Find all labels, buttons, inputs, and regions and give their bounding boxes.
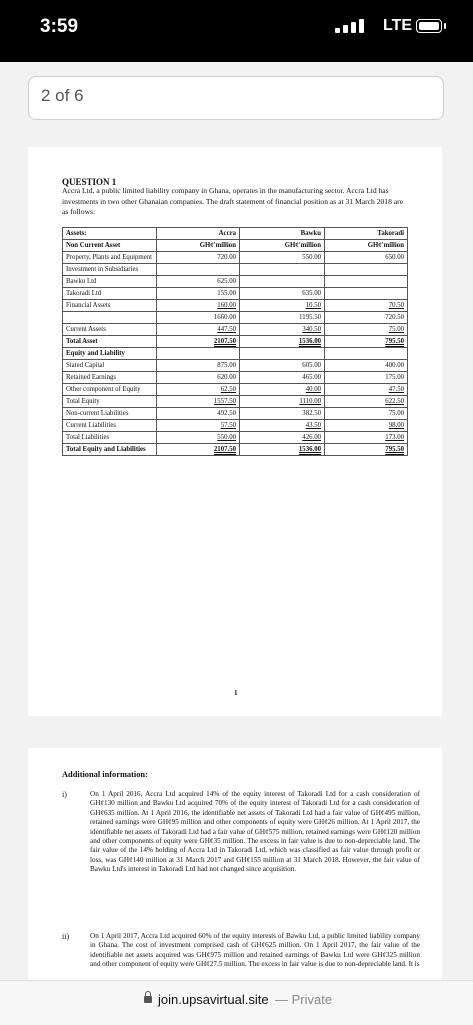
table-cell — [325, 264, 408, 276]
table-cell: GH¢'million — [157, 240, 240, 252]
table-cell: 173.00 — [325, 432, 408, 444]
table-cell — [240, 348, 325, 360]
row-label: Non-current Liabilities — [63, 408, 157, 420]
table-cell — [240, 276, 325, 288]
table-cell: 160.00 — [157, 300, 240, 312]
table-cell — [325, 288, 408, 300]
browser-url-bar[interactable] — [0, 980, 473, 1025]
table-cell: 635.00 — [240, 288, 325, 300]
table-row — [63, 444, 408, 456]
table-cell: 175.00 — [325, 372, 408, 384]
table-cell: 550.00 — [240, 252, 325, 264]
table-cell — [325, 348, 408, 360]
row-label: Takoradi Ltd — [63, 288, 157, 300]
table-row — [63, 312, 408, 324]
table-cell: 10.50 — [240, 300, 325, 312]
row-label: Financial Assets — [63, 300, 157, 312]
table-cell: 62.50 — [157, 384, 240, 396]
status-bar — [0, 0, 473, 62]
table-cell: 620.00 — [157, 372, 240, 384]
row-label: Bawku Ltd — [63, 276, 157, 288]
row-label: Other component of Equity — [63, 384, 157, 396]
row-label: Non Current Asset — [63, 240, 157, 252]
table-cell: 47.50 — [325, 384, 408, 396]
table-cell: 1195.50 — [240, 312, 325, 324]
table-cell — [240, 264, 325, 276]
table-row — [63, 300, 408, 312]
table-row — [63, 360, 408, 372]
table-cell: 1536.00 — [240, 336, 325, 348]
table-cell: 75.00 — [325, 324, 408, 336]
row-label: Property, Plants and Equipment — [63, 252, 157, 264]
table-cell: 426.00 — [240, 432, 325, 444]
table-cell: 400.00 — [325, 360, 408, 372]
table-cell: 622.50 — [325, 396, 408, 408]
table-cell: GH¢'million — [325, 240, 408, 252]
header-cell: Bawku — [240, 228, 325, 240]
table-cell — [157, 348, 240, 360]
table-cell: 1110.00 — [240, 396, 325, 408]
network-label: LTE — [383, 17, 413, 34]
page-indicator-text: 2 of 6 — [41, 86, 84, 105]
table-cell: 98.00 — [325, 420, 408, 432]
item-text: On 1 April 2017, Accra Ltd acquired 60% of the equity interests of Bawku Ltd, a public limited liability company in Ghana. The cost of investment comprised cash of GH¢625 million. On 1 April 2017, the fair value of the identifiable net assets acquired was GH¢975 million and retained earnings of Bawku Ltd were GH¢325 million and other component of equity were GH¢27.5 million. The excess in fair value is due to non-depreciable land. It is — [90, 932, 420, 969]
financial-statement-table — [62, 227, 408, 456]
battery-icon — [416, 19, 442, 33]
table-row — [63, 384, 408, 396]
table-row — [63, 396, 408, 408]
table-cell: 75.00 — [325, 408, 408, 420]
table-cell: 2107.50 — [157, 444, 240, 456]
row-label: Equity and Liability — [63, 348, 157, 360]
table-row — [63, 288, 408, 300]
table-cell: 875.00 — [157, 360, 240, 372]
table-cell: 155.00 — [157, 288, 240, 300]
table-cell: 70.50 — [325, 300, 408, 312]
table-cell: 492.50 — [157, 408, 240, 420]
table-cell: 720.00 — [157, 252, 240, 264]
row-label — [63, 312, 157, 324]
private-mode-label: — Private — [275, 992, 333, 1007]
header-cell: Takoradi — [325, 228, 408, 240]
lock-icon — [144, 996, 152, 1003]
table-cell: 650.00 — [325, 252, 408, 264]
table-cell: 40.00 — [240, 384, 325, 396]
table-cell: 43.50 — [240, 420, 325, 432]
table-cell: 340.50 — [240, 324, 325, 336]
table-row — [63, 252, 408, 264]
signal-icon — [335, 19, 379, 33]
table-cell: 1557.50 — [157, 396, 240, 408]
document-page-2[interactable] — [28, 748, 442, 980]
question-title: QUESTION 1 — [62, 177, 117, 187]
table-row — [63, 264, 408, 276]
table-cell — [325, 276, 408, 288]
table-row — [63, 348, 408, 360]
table-cell: 465.00 — [240, 372, 325, 384]
table-cell: 795.50 — [325, 444, 408, 456]
page-number: 1 — [234, 689, 238, 697]
table-row — [63, 420, 408, 432]
row-label: Total Liabilities — [63, 432, 157, 444]
table-cell: 795.50 — [325, 336, 408, 348]
table-row — [63, 432, 408, 444]
row-label: Investment in Subsidiaries — [63, 264, 157, 276]
row-label: Total Equity and Liabilities — [63, 444, 157, 456]
table-cell: 447.50 — [157, 324, 240, 336]
table-cell: 720.50 — [325, 312, 408, 324]
header-cell: Accra — [157, 228, 240, 240]
item-marker: i) — [62, 790, 67, 799]
row-label: Total Equity — [63, 396, 157, 408]
row-label: Total Asset — [63, 336, 157, 348]
table-row — [63, 324, 408, 336]
table-row — [63, 408, 408, 420]
table-header-row — [63, 228, 408, 240]
table-cell: 625.00 — [157, 276, 240, 288]
item-text: On 1 April 2016, Accra Ltd acquired 14% of the equity interest of Takoradi Ltd for a cash consideration of GH¢130 million and Bawku Ltd acquired 70% of the equity interest of Takoradi Ltd for a cash consideration of GH¢635 million. At 1 April 2016, the identifiable net assets of Takoradi Ltd had a fair value of GH¢495 million, retained earnings were GH¢95 million and other components of equity were GH¢26 million. At 1 April 2017, the identifiable net assets of Takoradi Ltd had a fair value of GH¢575 million, retained earnings were GH¢120 million and other components of equity were GH¢35 million. The excess in fair value is due to non-depreciable land. The fair value of the 14% holding of Accra Ltd in Takoradi Ltd, which was classified as fair value through profit or loss, was GH¢140 million at 31 March 2017 and GH¢155 million at 31 March 2018. However, the fair value of Bawku Ltd's interest in Takoradi Ltd had not changed since acquisition. — [90, 790, 420, 874]
table-cell: 57.50 — [157, 420, 240, 432]
page-indicator — [28, 76, 444, 120]
header-cell: Assets: — [63, 228, 157, 240]
table-cell: 1660.00 — [157, 312, 240, 324]
additional-info-title: Additional information: — [62, 770, 148, 779]
document-page-1[interactable] — [28, 147, 442, 716]
question-intro: Accra Ltd, a public limited liability company in Ghana, operates in the manufacturing sector. Accra Ltd has investments in two other Ghanaian companies. The draft statement of financial position as at 31 March 2018 are as follows: — [62, 186, 404, 216]
item-marker: ii) — [62, 932, 70, 941]
row-label: Stated Capital — [63, 360, 157, 372]
table-cell: 2107.50 — [157, 336, 240, 348]
status-time: 3:59 — [40, 16, 79, 37]
table-cell: 605.00 — [240, 360, 325, 372]
table-row — [63, 372, 408, 384]
table-cell: 550.00 — [157, 432, 240, 444]
row-label: Current Assets — [63, 324, 157, 336]
table-cell: 382.50 — [240, 408, 325, 420]
table-cell: GH¢'million — [240, 240, 325, 252]
table-row — [63, 336, 408, 348]
row-label: Retained Earnings — [63, 372, 157, 384]
url-domain[interactable]: join.upsavirtual.site — [158, 992, 269, 1007]
table-row — [63, 240, 408, 252]
table-cell — [157, 264, 240, 276]
row-label: Current Liabilities — [63, 420, 157, 432]
table-row — [63, 276, 408, 288]
table-cell: 1536.00 — [240, 444, 325, 456]
